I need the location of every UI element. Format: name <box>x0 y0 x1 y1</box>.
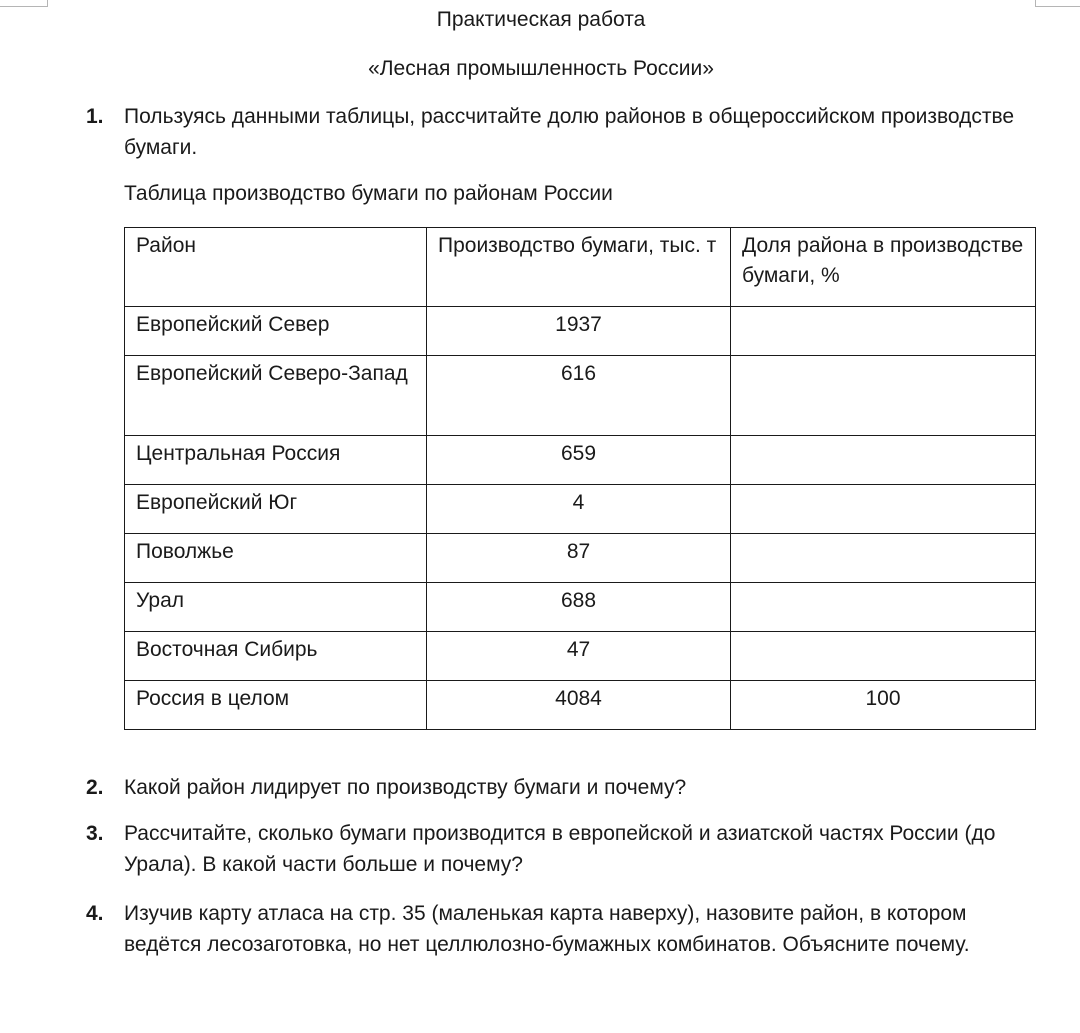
region-cell: Восточная Сибирь <box>125 632 427 681</box>
share-cell: 100 <box>731 681 1036 730</box>
column-header-production: Производство бумаги, тыс. т <box>427 228 731 307</box>
column-header-share: Доля района в производстве бумаги, % <box>731 228 1036 307</box>
production-cell: 616 <box>427 356 731 436</box>
paper-production-table <box>124 227 1036 730</box>
region-cell: Россия в целом <box>125 681 427 730</box>
region-cell: Урал <box>125 583 427 632</box>
page-corner-mark-left <box>0 0 48 7</box>
share-cell <box>731 356 1036 436</box>
production-cell: 4 <box>427 485 731 534</box>
production-cell: 688 <box>427 583 731 632</box>
table-row <box>125 436 1036 485</box>
table-row-total <box>125 681 1036 730</box>
region-cell: Европейский Север <box>125 307 427 356</box>
table-header-row <box>125 228 1036 307</box>
region-cell: Поволжье <box>125 534 427 583</box>
task-text: Рассчитайте, сколько бумаги производится в европейской и азиатской частях России (до Урала). В какой части больше и почему? <box>124 822 996 876</box>
table-row <box>125 632 1036 681</box>
document-subtitle: «Лесная промышленность России» <box>368 57 714 80</box>
region-cell: Центральная Россия <box>125 436 427 485</box>
table-row <box>125 307 1036 356</box>
share-cell <box>731 436 1036 485</box>
table-caption: Таблица производство бумаги по районам России <box>124 182 613 205</box>
table-row <box>125 534 1036 583</box>
share-cell <box>731 307 1036 356</box>
task-number: 1. <box>86 105 104 128</box>
table-row <box>125 356 1036 436</box>
production-cell: 47 <box>427 632 731 681</box>
task-text: Изучив карту атласа на стр. 35 (маленькая карта наверху), назовите район, в котором ведётся лесозаготовка, но нет целлюлозно-бумажных комбинатов. Объясните почему. <box>124 902 970 956</box>
page-corner-mark-right <box>1035 0 1080 7</box>
column-header-region: Район <box>125 228 427 307</box>
production-cell: 1937 <box>427 307 731 356</box>
share-cell <box>731 583 1036 632</box>
production-cell: 659 <box>427 436 731 485</box>
share-cell <box>731 632 1036 681</box>
share-cell <box>731 534 1036 583</box>
production-cell: 87 <box>427 534 731 583</box>
production-cell: 4084 <box>427 681 731 730</box>
task-number: 2. <box>86 776 104 799</box>
task-text: Какой район лидирует по производству бумаги и почему? <box>124 776 687 799</box>
share-cell <box>731 485 1036 534</box>
region-cell: Европейский Юг <box>125 485 427 534</box>
task-number: 3. <box>86 822 104 845</box>
table-row <box>125 583 1036 632</box>
region-cell: Европейский Северо-Запад <box>125 356 427 436</box>
table-row <box>125 485 1036 534</box>
task-text: Пользуясь данными таблицы, рассчитайте долю районов в общероссийском производстве бумаги. <box>124 105 1015 159</box>
document-title: Практическая работа <box>436 8 646 31</box>
task-number: 4. <box>86 902 104 925</box>
